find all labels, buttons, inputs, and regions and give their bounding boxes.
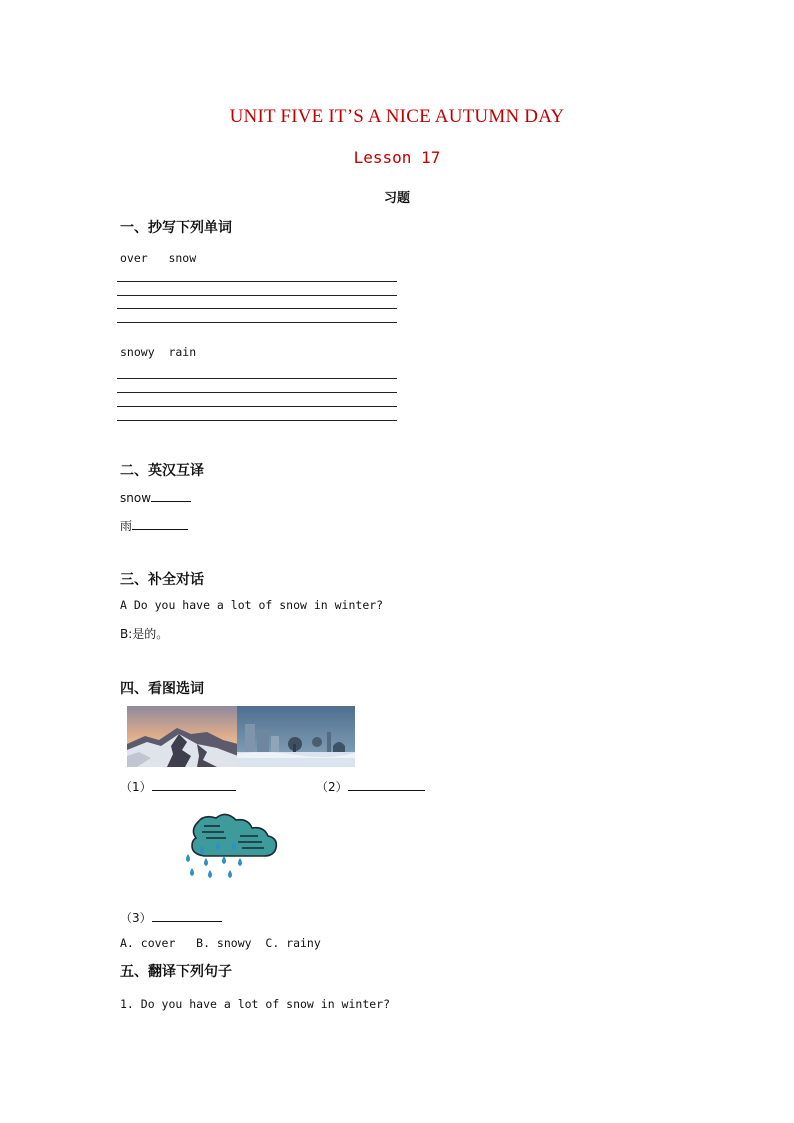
writing-line: [117, 322, 397, 323]
answer-blank[interactable]: [152, 909, 222, 922]
answer-blank[interactable]: [152, 778, 236, 791]
writing-line: [117, 406, 397, 407]
section5-heading: 五、翻译下列句子: [120, 964, 232, 980]
exercise-label: 习题: [383, 191, 410, 206]
picture-label-2: （2）: [316, 780, 348, 794]
writing-line: [117, 308, 397, 309]
translate-item-1: [120, 489, 191, 505]
writing-line: [117, 392, 397, 393]
rain-cloud-icon: [180, 810, 286, 882]
picture-label-1: （1）: [120, 780, 152, 794]
dialogue-line-a: A Do you have a lot of snow in winter?: [120, 598, 384, 612]
writing-line: [117, 295, 397, 296]
section3-heading: 三、补全对话: [120, 572, 204, 588]
lesson-subtitle: Lesson 17: [353, 148, 441, 167]
section2-heading: 二、英汉互译: [120, 463, 204, 479]
writing-line: [117, 281, 397, 282]
word-options: A. cover B. snowy C. rainy: [120, 936, 321, 950]
answer-blank[interactable]: [132, 517, 188, 530]
section1-words-b: snowy rain: [120, 345, 197, 359]
dialogue-line-b: B:是的。: [120, 627, 169, 641]
picture-answer-1: [120, 778, 236, 795]
translate-item-2-text: 雨: [120, 519, 133, 533]
picture-answer-2: [316, 778, 425, 795]
sentence-1: 1. Do you have a lot of snow in winter?: [120, 997, 391, 1011]
page-title: UNIT FIVE IT’S A NICE AUTUMN DAY: [229, 106, 565, 127]
picture-answer-3: [120, 909, 222, 926]
snowy-city-image: [237, 706, 355, 767]
section1-words-a: over snow: [120, 251, 197, 265]
translate-item-2: [120, 517, 188, 534]
section4-heading: 四、看图选词: [120, 681, 204, 697]
answer-blank[interactable]: [151, 489, 191, 502]
picture-label-3: （3）: [120, 911, 152, 925]
section1-heading: 一、抄写下列单词: [120, 220, 232, 236]
writing-line: [117, 378, 397, 379]
snowy-mountain-image: [127, 706, 238, 767]
answer-blank[interactable]: [348, 778, 425, 791]
writing-line: [117, 420, 397, 421]
translate-item-1-text: snow: [120, 491, 152, 505]
